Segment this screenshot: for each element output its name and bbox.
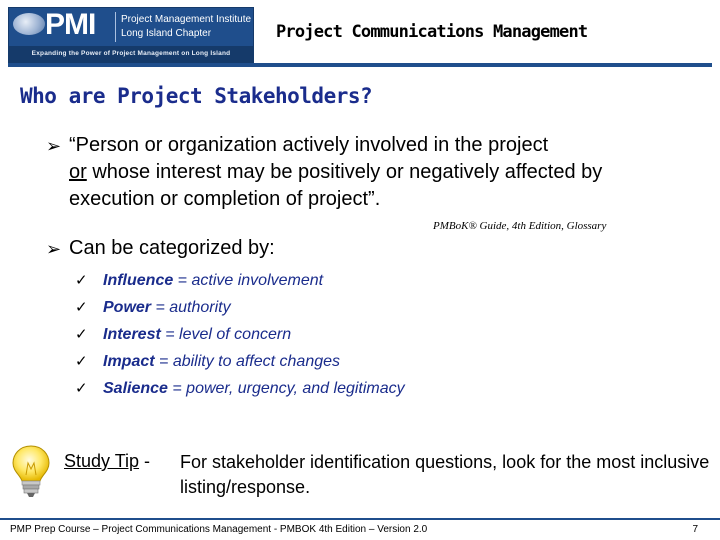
categories-bullet: Can be categorized by: [69,237,275,259]
page-number: 7 [692,524,698,535]
category-term: Interest [103,326,161,343]
lightbulb-icon [8,443,54,499]
pmi-logo [8,7,254,63]
checkmark-icon: ✓ [75,353,88,370]
category-term: Impact [103,353,155,370]
category-item [75,378,405,405]
definition-bullet [69,132,669,213]
category-item [75,324,405,351]
category-item [75,351,405,378]
category-definition: = ability to affect changes [154,353,341,370]
definition-text-rest: whose interest may be positively or negatively affected by execution or completion of project”. [69,161,603,210]
arrow-bullet-icon: ➢ [46,239,62,259]
category-item [75,270,405,297]
logo-tagline: Expanding the Power of Project Management on Long Island [9,46,253,62]
footer-text: PMP Prep Course – Project Communications Management - PMBOK 4th Edition – Version 2.0 [10,524,428,535]
category-definition: = authority [151,299,231,316]
checkmark-icon: ✓ [75,380,88,397]
arrow-bullet-icon: ➢ [46,136,62,156]
study-tip-label [64,450,150,472]
logo-letters: PMI [45,8,96,41]
logo-org-name: Project Management Institute [121,14,252,25]
header-title: Project Communications Management [276,22,588,42]
globe-icon [13,13,45,35]
study-tip-separator: - [139,451,151,471]
footer-divider [0,518,720,520]
study-tip-title: Study Tip [64,451,140,471]
definition-underlined-word: or [69,161,87,183]
checkmark-icon: ✓ [75,326,88,343]
logo-chapter-name: Long Island Chapter [121,28,212,39]
category-definition: = power, urgency, and legitimacy [167,380,405,397]
category-definition: = active involvement [173,272,324,289]
citation: PMBoK® Guide, 4th Edition, Glossary [433,220,607,232]
category-item [75,297,405,324]
logo-divider [115,12,116,42]
category-term: Salience [103,380,168,397]
checkmark-icon: ✓ [75,272,88,289]
category-term: Power [103,299,152,316]
definition-text-start: “Person or organization actively involved in the project [69,134,549,156]
category-term: Influence [103,272,174,289]
category-list [75,270,405,405]
category-definition: = level of concern [160,326,292,343]
checkmark-icon: ✓ [75,299,88,316]
study-tip-text: For stakeholder identification questions, look for the most inclusive listing/response. [180,452,710,497]
slide-heading: Who are Project Stakeholders? [20,84,373,108]
header-divider [8,63,712,67]
